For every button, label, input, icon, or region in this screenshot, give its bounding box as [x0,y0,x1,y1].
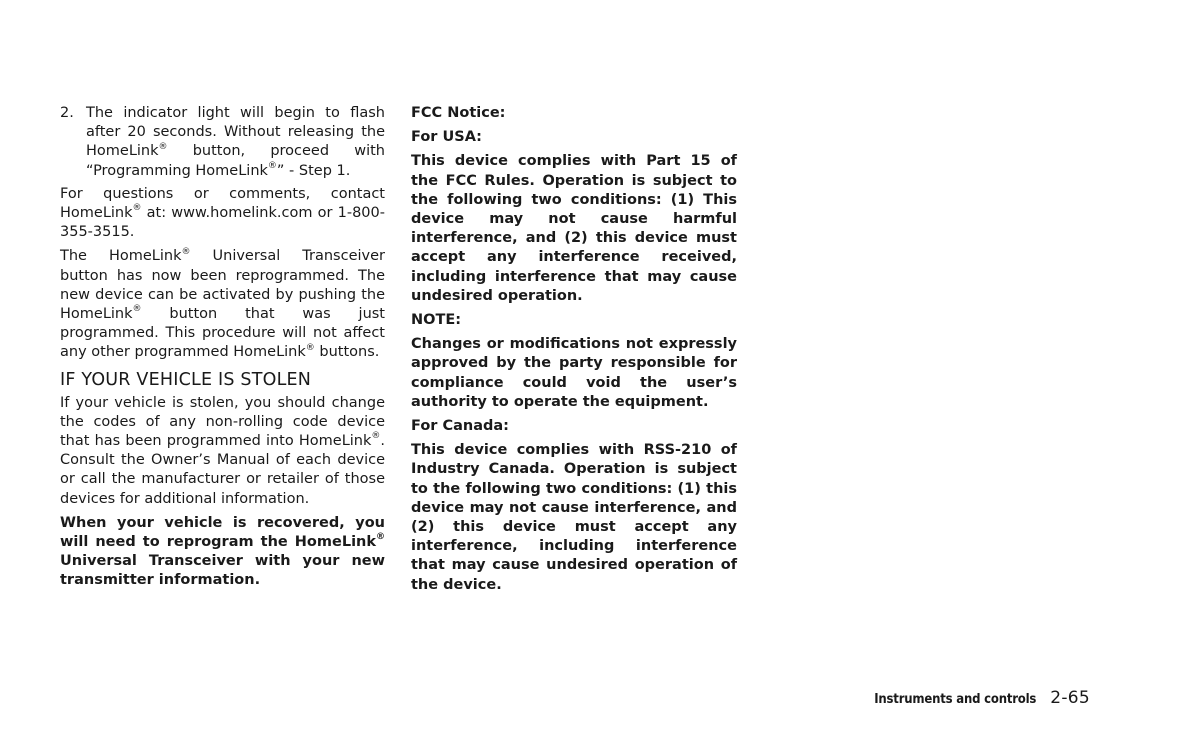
stolen-text-b: . Consult the Owner’s Manual of each device or call the manufacturer or retailer of those devices for additional information. [60,433,385,507]
registered-mark: ® [158,141,168,152]
step-number: 2. [60,105,74,121]
registered-mark: ® [376,532,385,543]
right-column [411,104,737,600]
questions-text-b: at: www.homelink.com or 1-800-355-3515. [60,205,385,241]
section-heading-stolen: IF YOUR VEHICLE IS STOLEN [60,369,312,390]
left-column [60,104,385,596]
step-2-text-b: button, proceed with “Programming HomeLink [86,143,385,179]
fcc-notice-heading: FCC Notice: [411,105,506,121]
for-usa-heading: For USA: [411,129,482,146]
registered-mark: ® [305,342,315,353]
step-2-text-c: ” - Step 1. [276,162,351,179]
reprogrammed-text-a: The HomeLink [60,248,182,265]
reprogrammed-paragraph [60,247,385,362]
registered-mark: ® [267,160,277,171]
reprogrammed-text-b: Universal Transceiver button has now been reprogrammed. The new device can be activated by pushing the HomeLink [60,248,385,323]
note-heading: NOTE: [411,312,462,329]
step-2-text-a: The indicator light will begin to flash after 20 seconds. Without releasing the HomeLink [86,105,385,160]
stolen-paragraph [60,394,385,509]
usa-paragraph: This device complies with Part 15 of the FCC Rules. Operation is subject to the following two conditions: (1) This device may not cause harmful interference, and (2) this device must accept any interference received, including interference that may cause undesired operation. [411,153,737,304]
page-number: 2-65 [1050,688,1090,708]
for-canada-heading: For Canada: [411,418,509,435]
recovered-text-a: When your vehicle is recovered, you will need to reprogram the HomeLink [60,514,385,551]
questions-paragraph [60,185,385,243]
canada-paragraph: This device complies with RSS-210 of Industry Canada. Operation is subject to the following two conditions: (1) this device may not cause interference, and (2) this device must accept any interference, including interference that may cause undesired operation of the device. [411,442,737,593]
recovered-paragraph [60,514,385,591]
step-2-text [86,104,385,181]
stolen-text-a: If your vehicle is stolen, you should change the codes of any non-rolling code device that has been programmed into HomeLink [60,394,385,450]
footer-section-label: Instruments and controls [874,692,1037,707]
step-2 [60,104,385,181]
registered-mark: ® [181,246,191,257]
reprogrammed-text-c: button that was just programmed. This procedure will not affect any other programmed HomeLink [60,306,385,361]
note-paragraph: Changes or modifications not expressly approved by the party responsible for compliance could void the user’s authority to operate the equipment. [411,336,737,410]
page-footer [874,688,1090,708]
registered-mark: ® [132,203,142,214]
registered-mark: ® [132,304,142,315]
recovered-text-b: Universal Transceiver with your new transmitter information. [60,553,385,589]
reprogrammed-text-d: buttons. [314,344,380,361]
questions-text-a: For questions or comments, contact HomeLink [60,185,385,222]
registered-mark: ® [371,431,381,442]
